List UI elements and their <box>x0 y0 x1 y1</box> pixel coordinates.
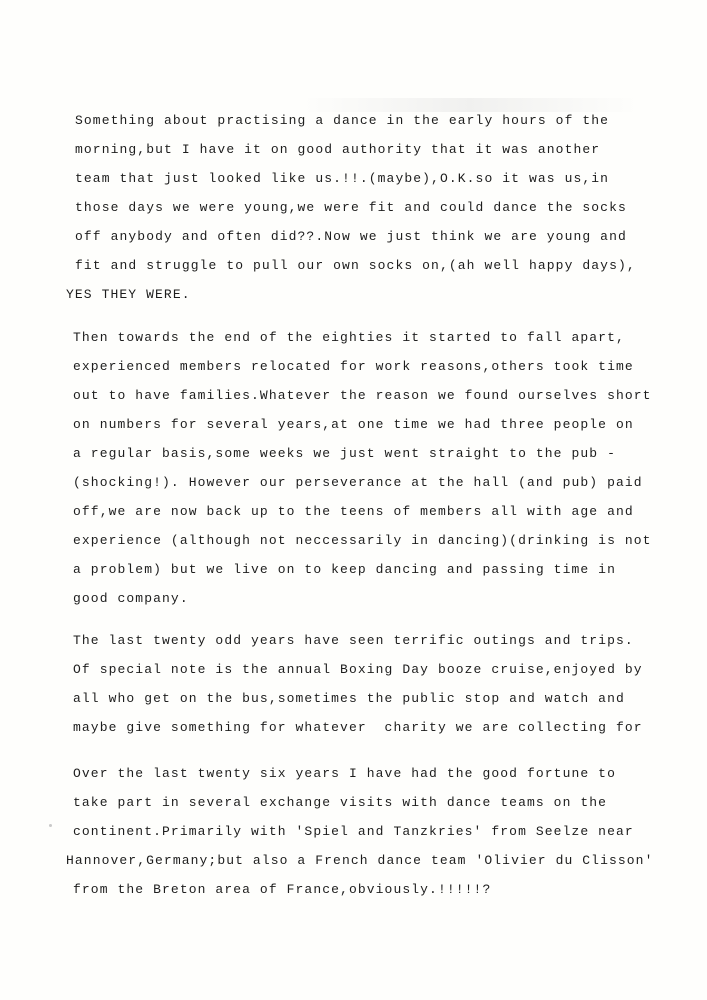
text-line: those days we were young,we were fit and could dance the socks <box>75 200 627 215</box>
text-line: take part in several exchange visits with dance teams on the <box>73 795 608 810</box>
text-line: experience (although not neccessarily in dancing)(drinking is not <box>73 533 652 548</box>
text-line: maybe give something for whatever charity we are collecting for <box>73 720 643 735</box>
text-line: a problem) but we live on to keep dancing and passing time in <box>73 562 616 577</box>
text-line: team that just looked like us.!!.(maybe),O.K.so it was us,in <box>75 171 610 186</box>
text-line: from the Breton area of France,obviously.!!!!!? <box>73 882 492 897</box>
text-line: off,we are now back up to the teens of members all with age and <box>73 504 634 519</box>
margin-speck <box>49 824 52 827</box>
text-line: off anybody and often did??.Now we just think we are young and <box>75 229 627 244</box>
text-line: fit and struggle to pull our own socks on,(ah well happy days), <box>75 258 636 273</box>
text-line: out to have families.Whatever the reason we found ourselves short <box>73 388 652 403</box>
text-line: Over the last twenty six years I have had the good fortune to <box>73 766 616 781</box>
text-line: Something about practising a dance in the early hours of the <box>75 113 610 128</box>
faint-smudge <box>300 98 640 112</box>
text-line: experienced members relocated for work reasons,others took time <box>73 359 634 374</box>
text-line: good company. <box>73 591 189 606</box>
text-line: Then towards the end of the eighties it started to fall apart, <box>73 330 625 345</box>
text-line: morning,but I have it on good authority that it was another <box>75 142 601 157</box>
text-line: Hannover,Germany;but also a French dance team 'Olivier du Clisson' <box>66 853 654 868</box>
text-line: Of special note is the annual Boxing Day booze cruise,enjoyed by <box>73 662 643 677</box>
text-line: YES THEY WERE. <box>66 287 191 302</box>
text-line: all who get on the bus,sometimes the public stop and watch and <box>73 691 625 706</box>
text-line: continent.Primarily with 'Spiel and Tanzkries' from Seelze near <box>73 824 634 839</box>
text-line: (shocking!). However our perseverance at the hall (and pub) paid <box>73 475 643 490</box>
text-line: on numbers for several years,at one time we had three people on <box>73 417 634 432</box>
text-line: The last twenty odd years have seen terrific outings and trips. <box>73 633 634 648</box>
text-line: a regular basis,some weeks we just went straight to the pub - <box>73 446 616 461</box>
